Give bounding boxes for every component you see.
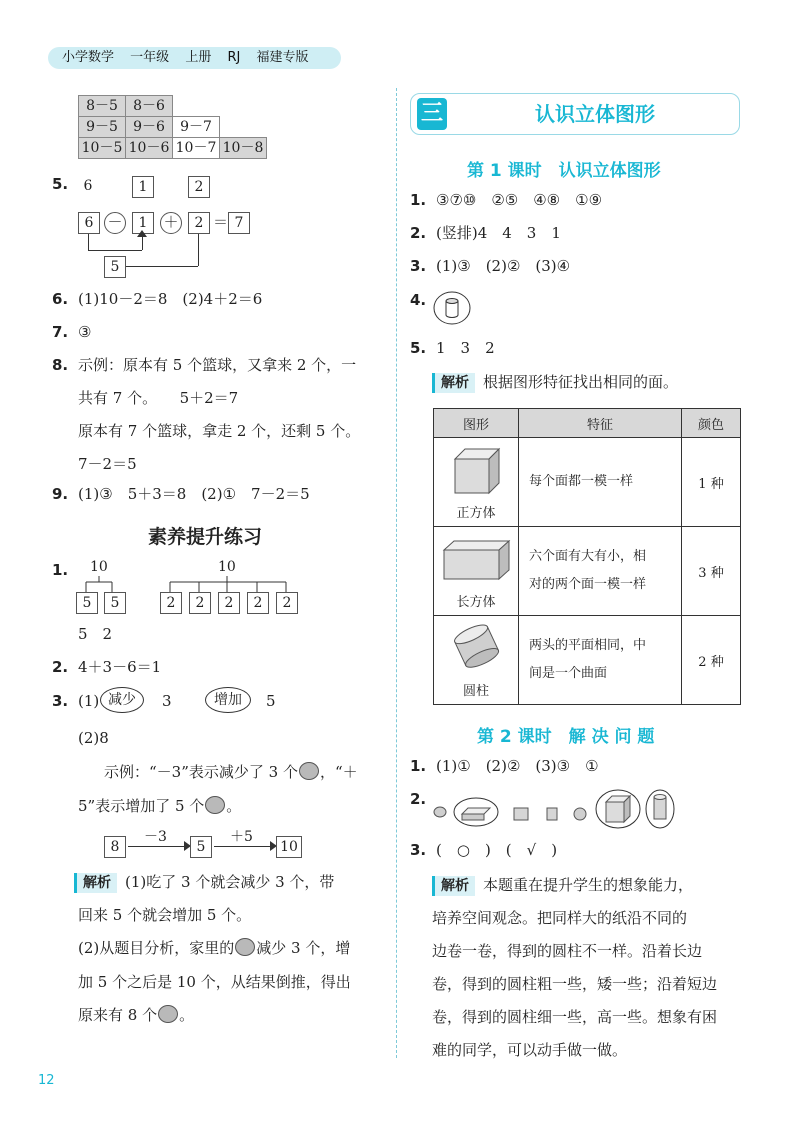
p3-value: 3 (162, 692, 172, 710)
tree-branches (70, 574, 140, 594)
analysis-text: 难的同学，可以动手做一做。 (432, 1041, 628, 1059)
question-number: 8. (52, 356, 69, 374)
table-cell: 10－6 (125, 137, 173, 159)
header-edition: RJ (227, 50, 241, 65)
question-number: 7. (52, 323, 69, 341)
tree-leaf-box: 2 (276, 592, 298, 614)
flow-mid-box: 5 (190, 836, 212, 858)
analysis-text: (2)从题目分析，家里的 (78, 939, 235, 957)
question-number: 5. (410, 339, 427, 357)
q6-answer: (1)10－2＝8 (2)4＋2＝6 (78, 290, 263, 308)
question-number: 3. (52, 692, 69, 710)
chapter-banner (410, 93, 740, 135)
tree-branches (160, 574, 310, 594)
table-header: 特征 (519, 409, 682, 438)
cylinder-choice-icon (432, 290, 472, 326)
analysis-text: 回来 5 个就会增加 5 个。 (78, 906, 252, 924)
analysis-text: 培养空间观念。把同样大的纸沿不同的 (432, 909, 688, 927)
example-text: 示例：“－3”表示减少了 3 个 (104, 763, 298, 781)
flow-arrow (214, 846, 270, 847)
p2-answer: 4＋3－6＝1 (78, 658, 162, 676)
chapter-title: 认识立体图形 (535, 102, 655, 126)
p3-part2: (2)8 (78, 729, 109, 747)
p3-part-label: (1) (78, 692, 100, 710)
running-header (48, 47, 341, 69)
analysis-text: 边卷一卷，得到的圆柱不一样。沿着长边 (432, 942, 703, 960)
flow-arrow (128, 846, 184, 847)
shapes-row-icon (432, 788, 692, 830)
analysis-label: 解析 (432, 373, 475, 393)
shape-name: 正方体 (456, 506, 496, 521)
question-number: 2. (410, 790, 427, 808)
question-number: 2. (52, 658, 69, 676)
tree-leaf-box: 2 (247, 592, 269, 614)
tree-leaf-box: 5 (104, 592, 126, 614)
apple-icon (205, 796, 225, 814)
tree-leaf-box: 2 (218, 592, 240, 614)
table-cell: 9－7 (172, 116, 220, 138)
table-row (434, 616, 741, 705)
header-subject: 小学数学 (62, 50, 115, 65)
analysis-text: 本题重在提升学生的想象能力， (483, 876, 694, 894)
example-text: 。 (226, 797, 242, 815)
analysis-text: 。 (179, 1006, 195, 1024)
table-row (434, 527, 741, 616)
question-number: 1. (52, 561, 69, 579)
analysis-text: 减少 3 个，增 (256, 939, 351, 957)
q5-operator: ＋ (160, 212, 182, 234)
apple-icon (235, 938, 255, 956)
tree-leaf-box: 2 (160, 592, 182, 614)
table-cell: 10－8 (219, 137, 267, 159)
analysis-text: 卷，得到的圆柱粗一些，矮一些；沿着短边 (432, 975, 718, 993)
question-number: 1. (410, 757, 427, 775)
table-cell: 10－5 (78, 137, 126, 159)
shape-features-table (433, 408, 741, 705)
answer-oval: 增加 (205, 687, 251, 713)
connector-line (142, 236, 143, 250)
question-number: 6. (52, 290, 69, 308)
p3-value: 5 (266, 692, 276, 710)
header-grade: 一年级 (130, 50, 170, 65)
connector-line (88, 234, 89, 250)
feature-text: 六个面有大有小，相 (529, 549, 647, 564)
analysis-label: 解析 (432, 876, 475, 896)
flow-op: －3 (144, 829, 167, 845)
analysis-label: 解析 (74, 873, 117, 893)
table-cell: 8－5 (78, 95, 126, 117)
q8-line: 原本有 7 个篮球，拿走 2 个，还剩 5 个。 (78, 422, 361, 440)
q5-eq-box: 1 (132, 212, 154, 234)
table-header: 颜色 (682, 409, 741, 438)
table-row (434, 438, 741, 527)
page-number: 12 (38, 1073, 55, 1088)
q8-line: 7－2＝5 (78, 455, 137, 473)
table-cell: 10－7 (172, 137, 220, 159)
question-number: 3. (410, 841, 427, 859)
example-text: 5”表示增加了 5 个 (78, 797, 205, 815)
example-text: ，“＋ (319, 763, 358, 781)
table-cell: 9－6 (125, 116, 173, 138)
answer-text: ③⑦⑩ ②⑤ ④⑧ ①⑨ (436, 191, 603, 209)
flow-end-box: 10 (276, 836, 302, 858)
connector-line (88, 250, 142, 251)
color-count: 3 种 (682, 527, 741, 616)
feature-text: 对的两个面一模一样 (529, 577, 647, 592)
analysis-text: (1)吃了 3 个就会减少 3 个，带 (125, 873, 335, 891)
color-count: 2 种 (682, 616, 741, 705)
q8-line: 共有 7 个。 5＋2＝7 (78, 389, 239, 407)
tree-top: 10 (218, 559, 236, 575)
question-number: 5. (52, 175, 69, 193)
chapter-badge: 三 (417, 98, 447, 130)
answer-oval: 减少 (100, 687, 144, 713)
flow-start-box: 8 (104, 836, 126, 858)
tree-top: 10 (90, 559, 108, 575)
lesson-title: 第 1 课时 认识立体图形 (467, 161, 661, 181)
subtraction-table (78, 95, 266, 158)
shape-name: 长方体 (456, 595, 496, 610)
cuboid-icon (441, 538, 513, 582)
analysis-text: 原来有 8 个 (78, 1006, 158, 1024)
header-region: 福建专版 (256, 50, 309, 65)
q8-line: 示例：原本有 5 个篮球，又拿来 2 个，一 (78, 356, 357, 374)
q9-answer: (1)③ 5＋3＝8 (2)① 7－2＝5 (78, 485, 310, 503)
q5-eq-box: 6 (78, 212, 100, 234)
column-divider (396, 88, 397, 1058)
table-cell: 8－6 (125, 95, 173, 117)
answer-text: (1)③ (2)② (3)④ (436, 257, 571, 275)
connector-line (126, 266, 198, 267)
q7-answer: ③ (78, 323, 92, 341)
q5-equals: ＝ (213, 213, 229, 231)
apple-icon (299, 762, 319, 780)
feature-text: 两头的平面相同，中 (529, 638, 647, 653)
q5-top-box: 2 (188, 176, 210, 198)
section-title: 素养提升练习 (148, 526, 263, 548)
q5-bottom-box: 5 (104, 256, 126, 278)
q5-eq-box: 2 (188, 212, 210, 234)
question-number: 9. (52, 485, 69, 503)
feature-text: 每个面都一模一样 (529, 474, 634, 489)
analysis-text: 卷，得到的圆柱细一些，高一些。想象有困 (432, 1008, 718, 1026)
q5-operator: － (104, 212, 126, 234)
question-number: 4. (410, 291, 427, 309)
color-count: 1 种 (682, 438, 741, 527)
cube-icon (451, 445, 503, 495)
apple-icon (158, 1005, 178, 1023)
q5-top-box: 6 (78, 176, 98, 196)
tree-leaf-box: 5 (76, 592, 98, 614)
shape-name: 圆柱 (462, 684, 489, 699)
answer-text: ( ○ ) ( √ ) (436, 841, 558, 859)
question-number: 2. (410, 224, 427, 242)
p1-answer: 5 2 (78, 625, 113, 643)
table-header: 图形 (434, 409, 519, 438)
analysis-text: 根据图形特征找出相同的面。 (483, 373, 679, 391)
flow-op: ＋5 (230, 829, 253, 845)
answer-text: 1 3 2 (436, 339, 495, 357)
q5-result-box: 7 (228, 212, 250, 234)
question-number: 1. (410, 191, 427, 209)
cylinder-icon (449, 621, 505, 673)
q5-top-box: 1 (132, 176, 154, 198)
feature-text: 间是一个曲面 (529, 666, 608, 681)
arrow-head-icon (137, 230, 147, 237)
connector-line (198, 234, 199, 266)
answer-text: (竖排)4 4 3 1 (436, 224, 561, 242)
lesson-title: 第 2 课时 解 决 问 题 (477, 727, 655, 747)
tree-leaf-box: 2 (189, 592, 211, 614)
table-cell: 9－5 (78, 116, 126, 138)
question-number: 3. (410, 257, 427, 275)
header-volume: 上册 (185, 50, 212, 65)
analysis-text: 加 5 个之后是 10 个，从结果倒推，得出 (78, 973, 351, 991)
answer-text: (1)① (2)② (3)③ ① (436, 757, 599, 775)
